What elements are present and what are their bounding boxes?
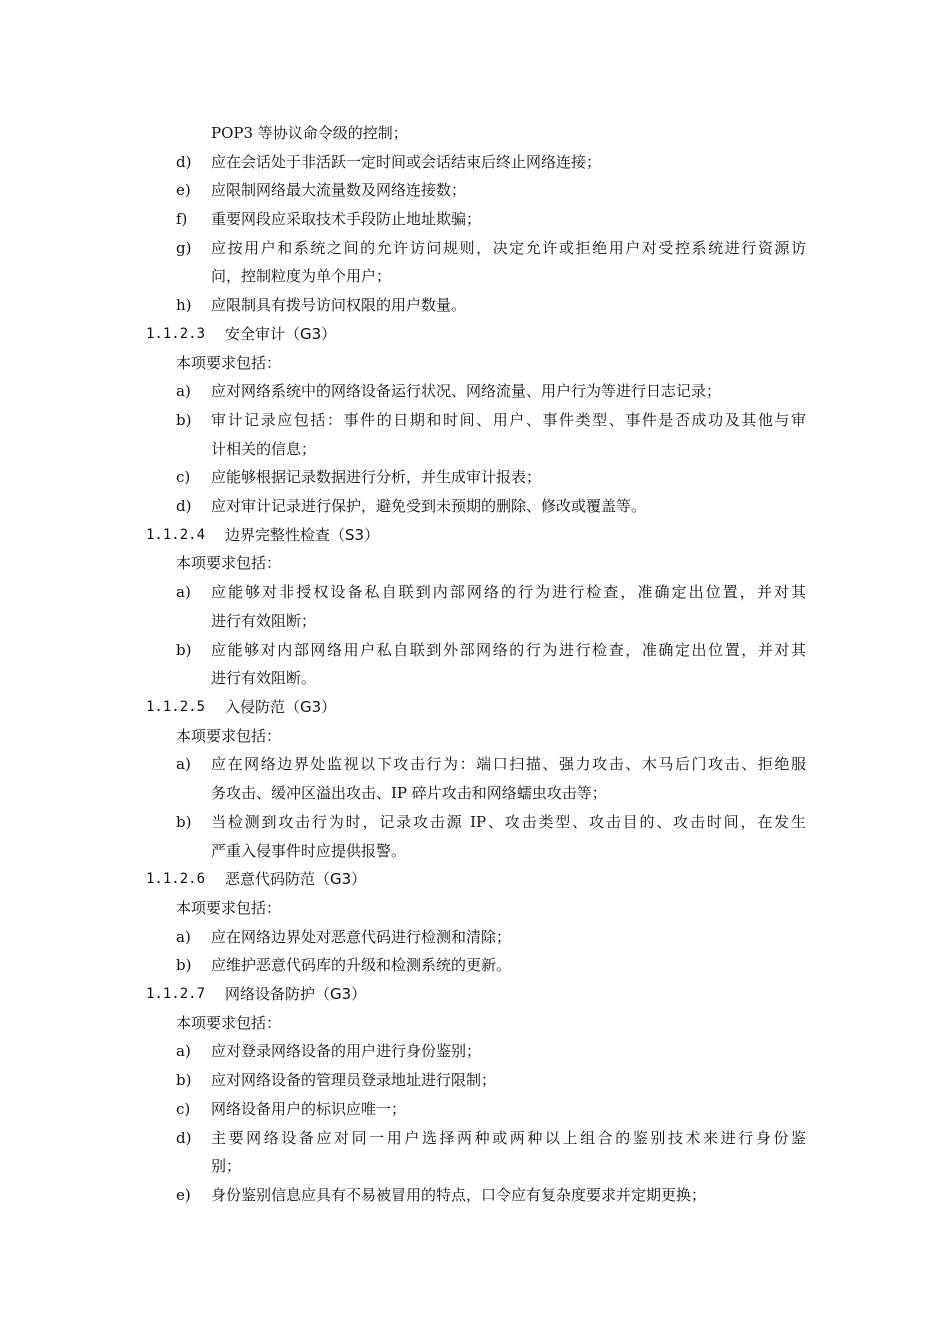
continued-item-text: 应按用户和系统之间的允许访问规则，决定允许或拒绝用户对受控系统进行资源访 <box>211 239 806 257</box>
continued-item-text: POP3 等协议命令级的控制； <box>211 124 408 142</box>
section-item-text-continued: 严重入侵事件时应提供报警。 <box>211 842 407 860</box>
section-item-marker: b) <box>176 813 192 831</box>
section-item-text-continued: 计相关的信息； <box>211 440 317 458</box>
section-item-marker: d) <box>176 1129 192 1147</box>
section-title: 边界完整性检查（S3） <box>225 526 380 544</box>
section-item-marker: e) <box>176 1186 191 1204</box>
section-item-marker: b) <box>176 956 192 974</box>
section-intro: 本项要求包括： <box>176 354 282 372</box>
section-item-marker: b) <box>176 1071 192 1089</box>
section-item-text: 身份鉴别信息应具有不易被冒用的特点，口令应有复杂度要求并定期更换； <box>211 1186 707 1204</box>
section-title: 安全审计（G3） <box>225 325 337 343</box>
section-item-text: 应在网络边界处监视以下攻击行为：端口扫描、强力攻击、木马后门攻击、拒绝服 <box>211 755 806 773</box>
section-number: 1.1.2.4 <box>146 527 206 543</box>
section-item-marker: b) <box>176 641 192 659</box>
continued-item-text: 重要网段应采取技术手段防止地址欺骗； <box>211 210 482 228</box>
section-item-text: 应能够对非授权设备私自联到内部网络的行为进行检查，准确定出位置，并对其 <box>211 583 806 601</box>
section-item-marker: a) <box>176 1042 191 1060</box>
section-title: 恶意代码防范（G3） <box>225 870 367 888</box>
section-number: 1.1.2.6 <box>146 871 206 887</box>
section-item-marker: a) <box>176 755 191 773</box>
section-item-text: 应对审计记录进行保护，避免受到未预期的删除、修改或覆盖等。 <box>211 497 647 515</box>
section-item-text: 应能够根据记录数据进行分析，并生成审计报表； <box>211 468 542 486</box>
continued-item-marker: e) <box>176 181 191 199</box>
section-item-marker: a) <box>176 928 191 946</box>
continued-item-marker: g) <box>176 239 192 257</box>
section-intro: 本项要求包括： <box>176 1014 282 1032</box>
section-item-marker: a) <box>176 583 191 601</box>
section-title: 入侵防范（G3） <box>225 698 337 716</box>
section-item-text: 应对网络设备的管理员登录地址进行限制； <box>211 1071 497 1089</box>
section-title: 网络设备防护（G3） <box>225 985 367 1003</box>
continued-item-marker: f) <box>176 210 188 228</box>
continued-item-text: 应在会话处于非活跃一定时间或会话结束后终止网络连接； <box>211 153 602 171</box>
section-intro: 本项要求包括： <box>176 899 282 917</box>
continued-item-text-continued: 问，控制粒度为单个用户； <box>211 267 392 285</box>
section-number: 1.1.2.5 <box>146 699 206 715</box>
continued-item-text: 应限制具有拨号访问权限的用户数量。 <box>211 296 467 314</box>
section-number: 1.1.2.7 <box>146 986 206 1002</box>
section-item-marker: c) <box>176 1100 191 1118</box>
section-item-text-continued: 进行有效阻断。 <box>211 669 317 687</box>
section-item-text: 主要网络设备应对同一用户选择两种或两种以上组合的鉴别技术来进行身份鉴 <box>211 1129 806 1147</box>
continued-item-text: 应限制网络最大流量数及网络连接数； <box>211 181 467 199</box>
section-item-marker: d) <box>176 497 192 515</box>
section-item-marker: a) <box>176 382 191 400</box>
section-item-text: 应能够对内部网络用户私自联到外部网络的行为进行检查，准确定出位置，并对其 <box>211 641 806 659</box>
section-item-text: 网络设备用户的标识应唯一； <box>211 1100 407 1118</box>
section-item-text: 应对登录网络设备的用户进行身份鉴别； <box>211 1042 482 1060</box>
section-item-text-continued: 务攻击、缓冲区溢出攻击、IP 碎片攻击和网络蠕虫攻击等； <box>211 784 607 802</box>
section-item-text: 应对网络系统中的网络设备运行状况、网络流量、用户行为等进行日志记录； <box>211 382 722 400</box>
section-item-text: 审计记录应包括：事件的日期和时间、用户、事件类型、事件是否成功及其他与审 <box>211 411 806 429</box>
continued-item-marker: h) <box>176 296 192 314</box>
section-item-marker: c) <box>176 468 191 486</box>
section-item-text: 当检测到攻击行为时，记录攻击源 IP、攻击类型、攻击目的、攻击时间，在发生 <box>211 813 806 831</box>
section-item-text-continued: 别； <box>211 1157 242 1175</box>
section-intro: 本项要求包括： <box>176 554 282 572</box>
section-intro: 本项要求包括： <box>176 727 282 745</box>
section-item-text: 应维护恶意代码库的升级和检测系统的更新。 <box>211 956 512 974</box>
section-item-marker: b) <box>176 411 192 429</box>
section-item-text-continued: 进行有效阻断； <box>211 612 317 630</box>
section-item-text: 应在网络边界处对恶意代码进行检测和清除； <box>211 928 512 946</box>
continued-item-marker: d) <box>176 153 192 171</box>
section-number: 1.1.2.3 <box>146 326 206 342</box>
